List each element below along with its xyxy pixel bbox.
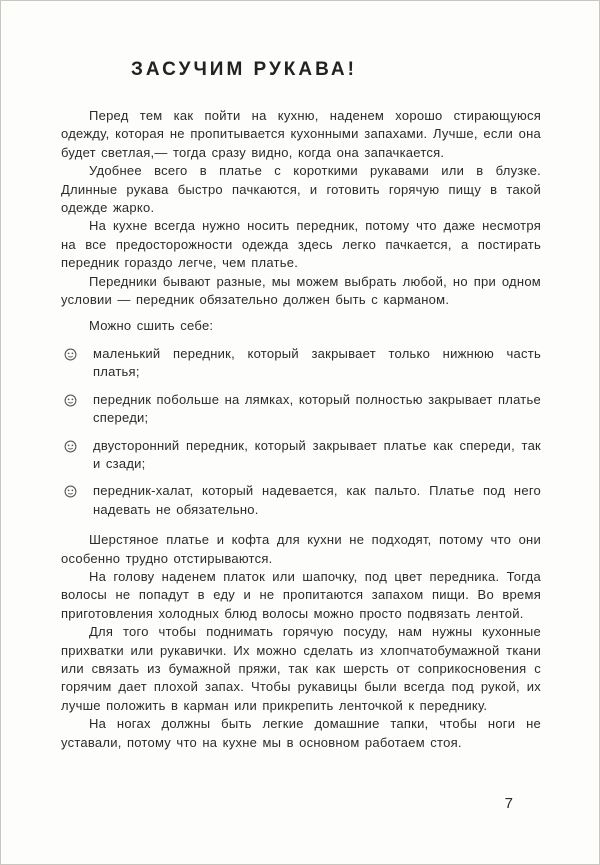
list-item (61, 391, 541, 428)
bullet-face-icon (61, 437, 93, 458)
paragraph: Шерстяное платье и кофта для кухни не подходят, потому что они особенно трудно отстирываются. (61, 532, 541, 566)
paragraph: Перед тем как пойти на кухню, наденем хорошо стирающуюся одежду, которая не пропитывается кухонными запахами. Лучше, если она будет светлая,— тогда сразу видно, когда она запачкается. (61, 108, 541, 160)
list-item-text: маленький передник, который закрывает только нижнюю часть платья; (93, 345, 541, 380)
bullet-face-icon (61, 391, 93, 412)
paragraph: Для того чтобы поднимать горячую посуду, нам нужны кухонные прихватки или рукавички. Их можно сделать из хлопчатобумажной ткани или связать из бумажной пряжи, так как шерсть от соприкосновения с горячим дает плохой запах. Чтобы рукавицы были всегда под рукой, их лучше положить в карман или прикрепить ленточкой к переднику. (61, 624, 541, 713)
paragraph: На кухне всегда нужно носить передник, потому что даже несмотря на все предосторожности одежда здесь легко пачкается, а постирать передник гораздо легче, чем платье. (61, 218, 541, 271)
page-number: 7 (504, 795, 513, 812)
bullet-face-icon (61, 482, 93, 503)
intro-paragraphs (61, 107, 541, 309)
paragraph: На голову наденем платок или шапочку, под цвет передника. Тогда волосы не попадут в еду и не пропитаются запахом пищи. Во время приготовления холодных блюд волосы можно просто подвязать лентой. (61, 568, 541, 621)
list-item (61, 345, 541, 382)
paragraph: Передники бывают разные, мы можем выбрать любой, но при одном условии — передник обязательно должен быть с карманом. (61, 273, 541, 308)
page-title: ЗАСУЧИМ РУКАВА! (131, 59, 357, 80)
list-item-text: передник-халат, который надевается, как пальто. Платье под него надевать не обязательно. (93, 483, 541, 517)
list-item-text: передник побольше на лямках, который полностью закрывает платье спереди; (93, 391, 541, 426)
list-item (61, 437, 541, 474)
list-item-text: двусторонний передник, который закрывает платье как спереди, так и сзади; (93, 437, 541, 471)
list-item (61, 482, 541, 519)
list-intro: Можно сшить себе: (89, 318, 214, 334)
closing-paragraphs (61, 531, 541, 752)
page-content (61, 59, 541, 752)
paragraph: На ногах должны быть легкие домашние тапки, чтобы ноги не уставали, потому что на кухне мы в основном работаем стоя. (61, 716, 541, 750)
bullet-face-icon (61, 345, 93, 366)
paragraph: Удобнее всего в платье с короткими рукавами или в блузке. Длинные рукава быстро пачкаются, и готовить горячую пищу в такой одежде жарко. (61, 163, 541, 216)
bullet-list (61, 345, 541, 519)
